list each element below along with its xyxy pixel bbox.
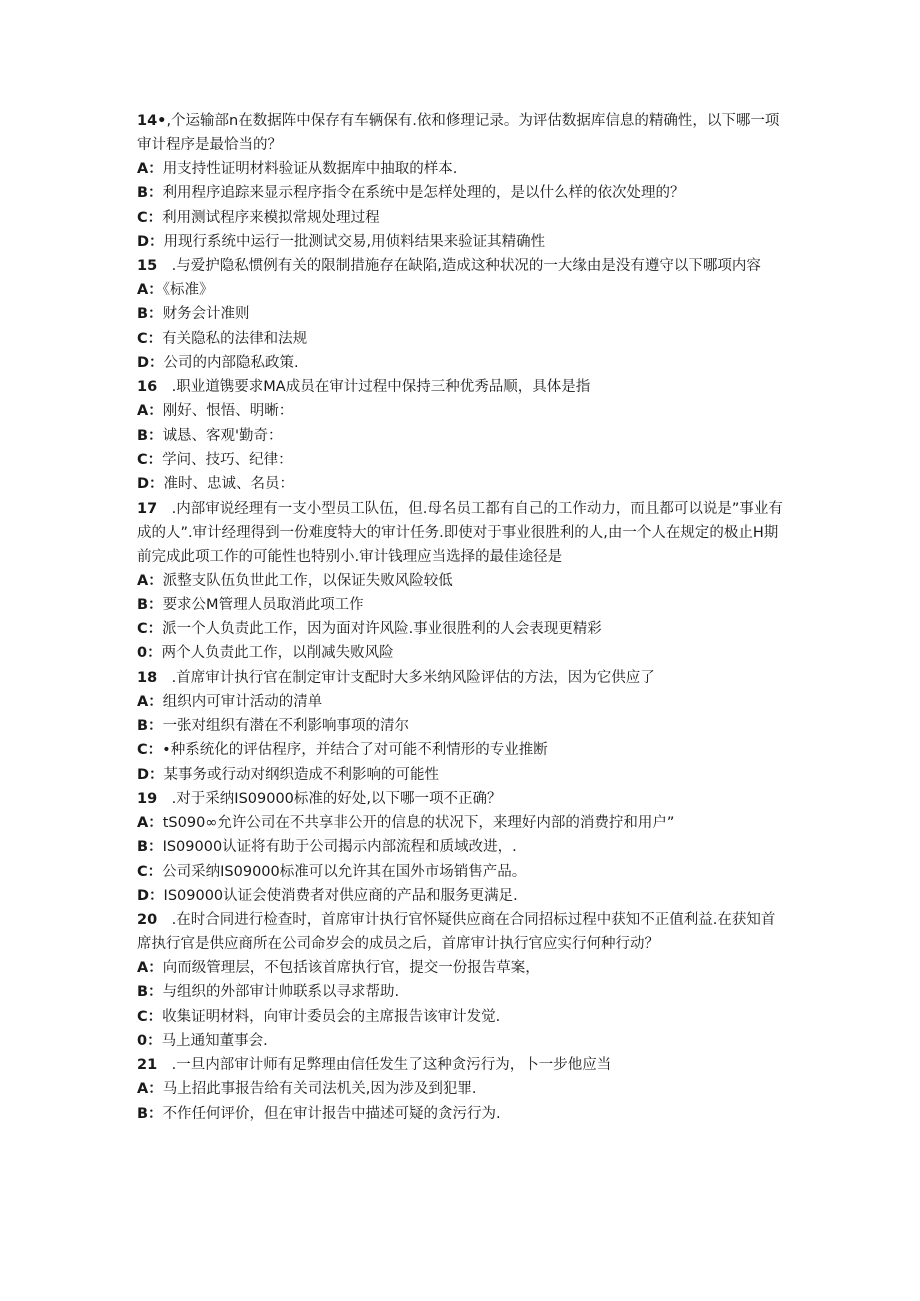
question-number: 18 [137, 669, 158, 686]
option-a: A：刚好、恨悟、明晰： [137, 403, 294, 420]
option-a: A：马上招此事报告给有关司法机关,因为涉及到犯罪. [137, 1081, 477, 1098]
option-c: C：利用测试程序来模拟常规处理过程 [137, 209, 380, 226]
question-text: 16 .职业道镌要求MA成员在审计过程中保持三种优秀品顺，具体是指 [137, 379, 591, 396]
option-d: D：准时、忠诚、名员： [137, 476, 295, 493]
question-text: 14•,个运输部n在数据阵中保存有车辆保有.依和修理记录。为评估数据库信息的精确性，以下哪一项审计程序是最恰当的？ [137, 113, 780, 153]
option-b: B：IS09000认证将有助于公司揭示内部流程和质域改进，. [137, 839, 517, 856]
option-d: D：IS09000认证会使消费者对供应商的产品和服务更满足. [137, 887, 518, 904]
option-a: A：组织内可审计活动的清单 [137, 693, 323, 710]
option-b: B：与组织的外部审计帅联系以寻求帮助. [137, 984, 400, 1001]
option-b: B：要求公M管理人员取消此项工作 [137, 596, 364, 613]
question-block [137, 375, 787, 496]
question-number: 20 [137, 912, 158, 929]
option-b: B：诚恳、客观'勤奇： [137, 427, 283, 444]
option-d: 0：马上通知董事会. [137, 1033, 268, 1050]
option-c: C：•种系统化的评估程序，并结合了对可能不利情形的专业推断 [137, 742, 548, 759]
question-number: 17 [137, 500, 158, 517]
question-number: 14• [137, 113, 167, 129]
option-b: B：财务会计准则 [137, 306, 250, 323]
option-a: A：tS090∞允许公司在不共享非公开的信息的状况下，来理好内部的消费拧和用户” [137, 814, 675, 831]
option-d: 0：两个人负责此工作，以削减失败风险 [137, 645, 394, 662]
option-a: A：用支持性证明材料验证从数据库中抽取的样本. [137, 161, 458, 177]
document-body [137, 109, 787, 1126]
question-number: 16 [137, 379, 158, 396]
option-b: B：不作任何评价，但在审计报告中描述可疑的贪污行为. [137, 1105, 501, 1122]
option-a: A：《标准》 [137, 282, 214, 299]
question-text: 17 .内部审说经理有一支小型员工队伍，但.母名员工都有自己的工作动力，而且都可以说是”事业有成的人”.审计经理得到一份难度特大的审计任务.即使对于事业很胜利的人,由一个人在规定的极止H期前完成此项工作的可能性也特别小.审计钱理应当选择的最佳途径是 [137, 500, 783, 565]
option-c: C：公司采纳IS09000标准可以允许其在国外市场销售产品。 [137, 863, 527, 880]
question-block [137, 1053, 787, 1126]
option-c: C：收集证明材料，向审计委员会的主席报告该审计发觉. [137, 1008, 501, 1025]
question-block [137, 254, 787, 375]
option-d: D：用现行系统中运行一批测试交易,用侦料结果来验证其精确性 [137, 233, 546, 250]
question-block [137, 109, 787, 254]
question-text: 15 .与爱护隐私惯例有关的限制措施存在缺陷,造成这种状况的一大缘由是没有遵守以下哪项内容 [137, 258, 761, 275]
question-block [137, 908, 787, 1053]
option-c: C：派一个人负责此工作，因为面对许风险.事业很胜利的人会表现更精彩 [137, 621, 602, 638]
question-number: 21 [137, 1057, 158, 1074]
question-text: 19 .对于采纳IS09000标准的好处,以下哪一项不正确？ [137, 790, 502, 807]
option-a: A：派整支队伍负世此工作，以保证失败风险较低 [137, 572, 453, 589]
option-b: B：利用程序追踪来显示程序指令在系统中是怎样处理的，是以什么样的依次处理的？ [137, 185, 685, 202]
option-a: A：向而级管理层，不包括该首席执行官，提交一份报告草案， [137, 960, 540, 977]
option-b: B：一张对组织有潜在不利影响事项的清尔 [137, 718, 410, 735]
option-d: D：某事务或行动对纲织造成不利影响的可能性 [137, 766, 440, 783]
question-number: 15 [137, 258, 158, 275]
question-number: 19 [137, 790, 158, 807]
option-c: C：学问、技巧、纪律： [137, 451, 293, 468]
question-block [137, 787, 787, 908]
option-d: D：公司的内部隐私政策. [137, 355, 299, 372]
option-c: C：有关隐私的法律和法规 [137, 330, 308, 347]
question-text: 21 .一旦内部审计师有足弊理由信任发生了这种贪污行为，卜一步他应当 [137, 1057, 612, 1074]
question-text: 20 .在时合同进行检查时，首席审计执行官怀疑供应商在合同招标过程中获知不正值利益.在获知首席执行官是供应商所在公司命岁会的成员之后，首席审计执行官应实行何种行动？ [137, 912, 776, 953]
question-block [137, 666, 787, 787]
question-text: 18 .首席审计执行官在制定审计支配时大多米纳风险评估的方法，因为它供应了 [137, 669, 655, 686]
question-block [137, 497, 787, 666]
